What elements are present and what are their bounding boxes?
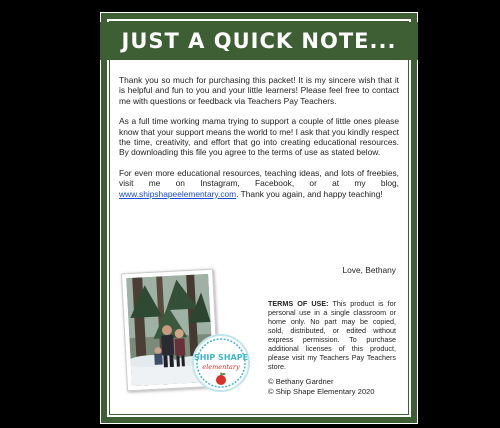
paragraph-closing-text: . Thank you again, and happy teaching! (236, 188, 383, 199)
terms-label: TERMS OF USE: (268, 299, 329, 308)
copyright-line-company: © Ship Shape Elementary 2020 (268, 386, 375, 396)
page-title: JUST A QUICK NOTE... (121, 29, 397, 53)
title-banner (100, 22, 418, 60)
apple-logo-icon (192, 334, 250, 392)
paragraph-more-text: For even more educational resources, teaching ideas, and lots of freebies, visit me on Instagram, Facebook, or at my blog, (119, 167, 399, 189)
logo-line1: SHIP SHAPE (193, 353, 249, 362)
note-page (100, 12, 418, 424)
terms-text: This product is for personal use in a single classroom or home only. No part may be copied, sold, distributed, or edited without express permission. To purchase additional licenses of this product, please visit my Teachers Pay Teachers store. (268, 299, 396, 371)
paragraph-more-resources (119, 168, 399, 199)
note-body (119, 75, 399, 209)
terms-of-use (268, 299, 396, 371)
copyright-block (268, 377, 375, 396)
paragraph-support: As a full time working mama trying to support a couple of little ones please know that your support means the world to me! I ask that you kindly respect the time, creativity, and effort that go into creating educational resources. By downloading this file you agree to the terms of use as stated below. (119, 116, 399, 158)
paragraph-thanks: Thank you so much for purchasing this packet! It is my sincere wish that it is helpful and fun to you and your little learners! Please feel free to contact me with questions or feedback via Teachers Pay Teachers. (119, 75, 399, 106)
signature: Love, Bethany (342, 265, 396, 275)
logo-line2: elementary (202, 363, 240, 371)
copyright-line-author: © Bethany Gardner (268, 377, 334, 386)
ship-shape-logo (192, 334, 250, 392)
blog-link[interactable]: www.shipshapeelementary.com (119, 188, 237, 199)
